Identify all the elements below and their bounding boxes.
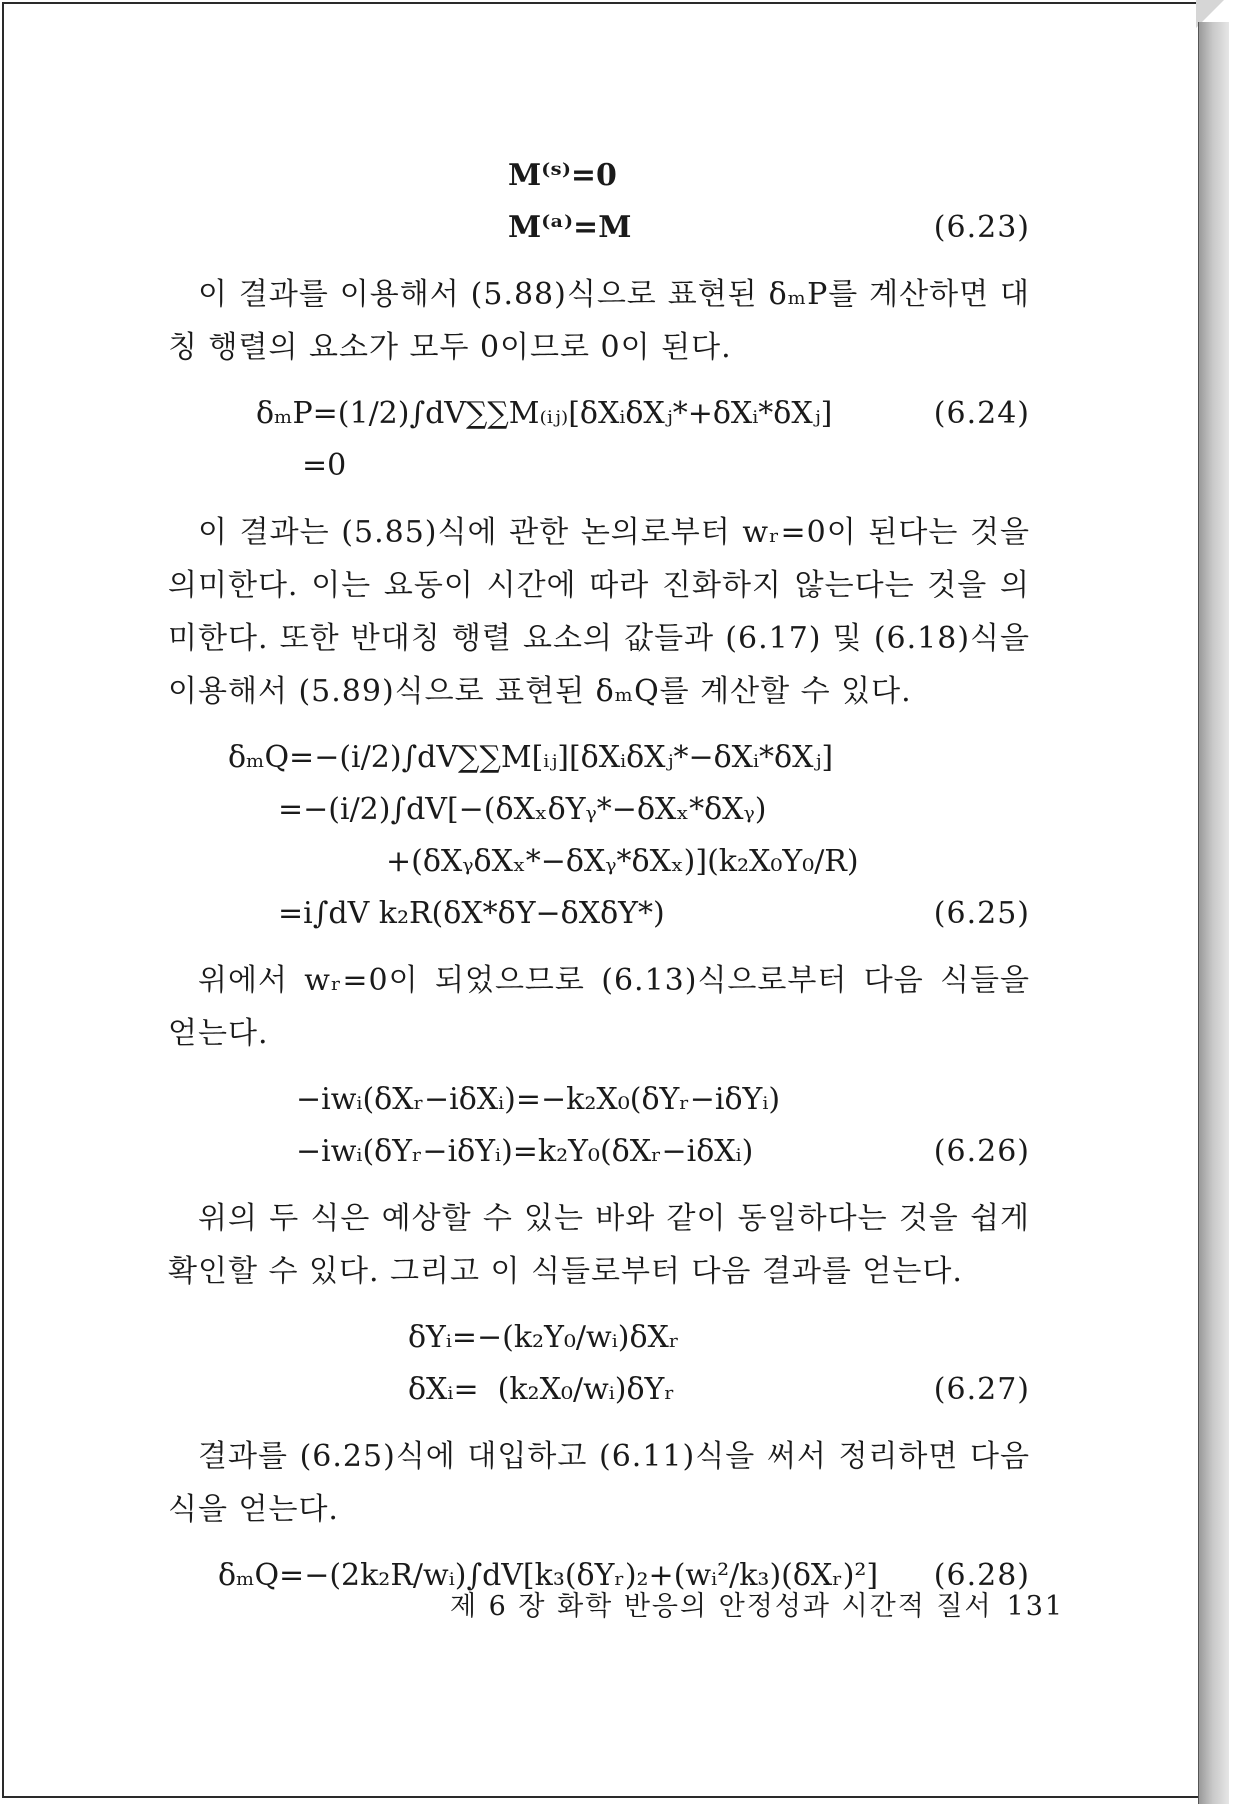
paragraph: 이 결과는 (5.85)식에 관한 논의로부터 wᵣ=0이 된다는 것을 의미한다. 이는 요동이 시간에 따라 진화하지 않는다는 것을 의미한다. 또한 반대칭 행렬 요소의 값들과 (6.17) 및 (6.18)식을 이용해서 (5.89)식으로 표현된 δₘQ를 계산할 수 있다. — [168, 515, 1030, 709]
equation-text: δₘQ=−(i/2)∫dV∑∑M[ᵢⱼ][δXᵢδXⱼ*−δXᵢ*δXⱼ] — [228, 740, 834, 775]
equation-text: +(δXᵧδXₓ*−δXᵧ*δXₓ)](k₂X₀Y₀/R) — [386, 844, 859, 879]
equation-6-27a — [168, 1312, 1030, 1364]
equation-6-25c — [168, 836, 1030, 888]
equation-6-25b — [168, 784, 1030, 836]
equation-6-25d — [168, 888, 1030, 940]
equation-6-23a — [168, 150, 1030, 202]
page-content — [168, 150, 1030, 1602]
equation-6-24b — [168, 440, 1030, 492]
equation-text: M⁽ˢ⁾=0 — [508, 158, 617, 193]
equation-number: (6.24) — [933, 396, 1030, 431]
equation-6-25a — [168, 732, 1030, 784]
equation-text: δₘQ=−(2k₂R/wᵢ)∫dV[k₃(δYᵣ)₂+(wᵢ²/k₃)(δXᵣ)²] — [218, 1558, 879, 1593]
equation-text: =i∫dV k₂R(δX*δY−δXδY*) — [278, 896, 665, 931]
equation-6-24 — [168, 388, 1030, 440]
equation-text: =−(i/2)∫dV[−(δXₓδYᵧ*−δXₓ*δXᵧ) — [278, 792, 767, 827]
paragraph: 결과를 (6.25)식에 대입하고 (6.11)식을 써서 정리하면 다음 식을 얻는다. — [168, 1439, 1030, 1527]
running-footer — [450, 1584, 1065, 1623]
equation-text: δₘP=(1/2)∫dV∑∑M₍ᵢⱼ₎[δXᵢδXⱼ*+δXᵢ*δXⱼ] — [256, 396, 833, 431]
equation-6-27b — [168, 1364, 1030, 1416]
equation-number: (6.28) — [933, 1558, 1030, 1593]
equation-6-26b — [168, 1126, 1030, 1178]
equation-6-26a — [168, 1074, 1030, 1126]
page-number: 131 — [1006, 1591, 1065, 1622]
equation-text: M⁽ᵃ⁾=M — [508, 210, 632, 245]
equation-text: δXᵢ= (k₂X₀/wᵢ)δYᵣ — [408, 1372, 675, 1407]
equation-number: (6.26) — [933, 1134, 1030, 1169]
equation-number: (6.25) — [933, 896, 1030, 931]
equation-text: −iwᵢ(δYᵣ−iδYᵢ)=k₂Y₀(δXᵣ−iδXᵢ) — [296, 1134, 754, 1169]
equation-number: (6.23) — [933, 210, 1030, 245]
equation-text: −iwᵢ(δXᵣ−iδXᵢ)=−k₂X₀(δYᵣ−iδYᵢ) — [296, 1082, 781, 1117]
equation-text: δYᵢ=−(k₂Y₀/wᵢ)δXᵣ — [408, 1320, 680, 1355]
paragraph: 위에서 wᵣ=0이 되었으므로 (6.13)식으로부터 다음 식들을 얻는다. — [168, 963, 1030, 1051]
paragraph: 위의 두 식은 예상할 수 있는 바와 같이 동일하다는 것을 쉽게 확인할 수 있다. 그리고 이 식들로부터 다음 결과를 얻는다. — [168, 1201, 1030, 1289]
equation-text: =0 — [302, 448, 347, 483]
equation-6-23b — [168, 202, 1030, 254]
equation-number: (6.27) — [933, 1372, 1030, 1407]
paragraph: 이 결과를 이용해서 (5.88)식으로 표현된 δₘP를 계산하면 대칭 행렬의 요소가 모두 0이므로 0이 된다. — [168, 277, 1030, 365]
page-edge-shadow — [1198, 22, 1229, 1804]
chapter-title: 제 6 장 화학 반응의 안정성과 시간적 질서 — [450, 1591, 993, 1622]
